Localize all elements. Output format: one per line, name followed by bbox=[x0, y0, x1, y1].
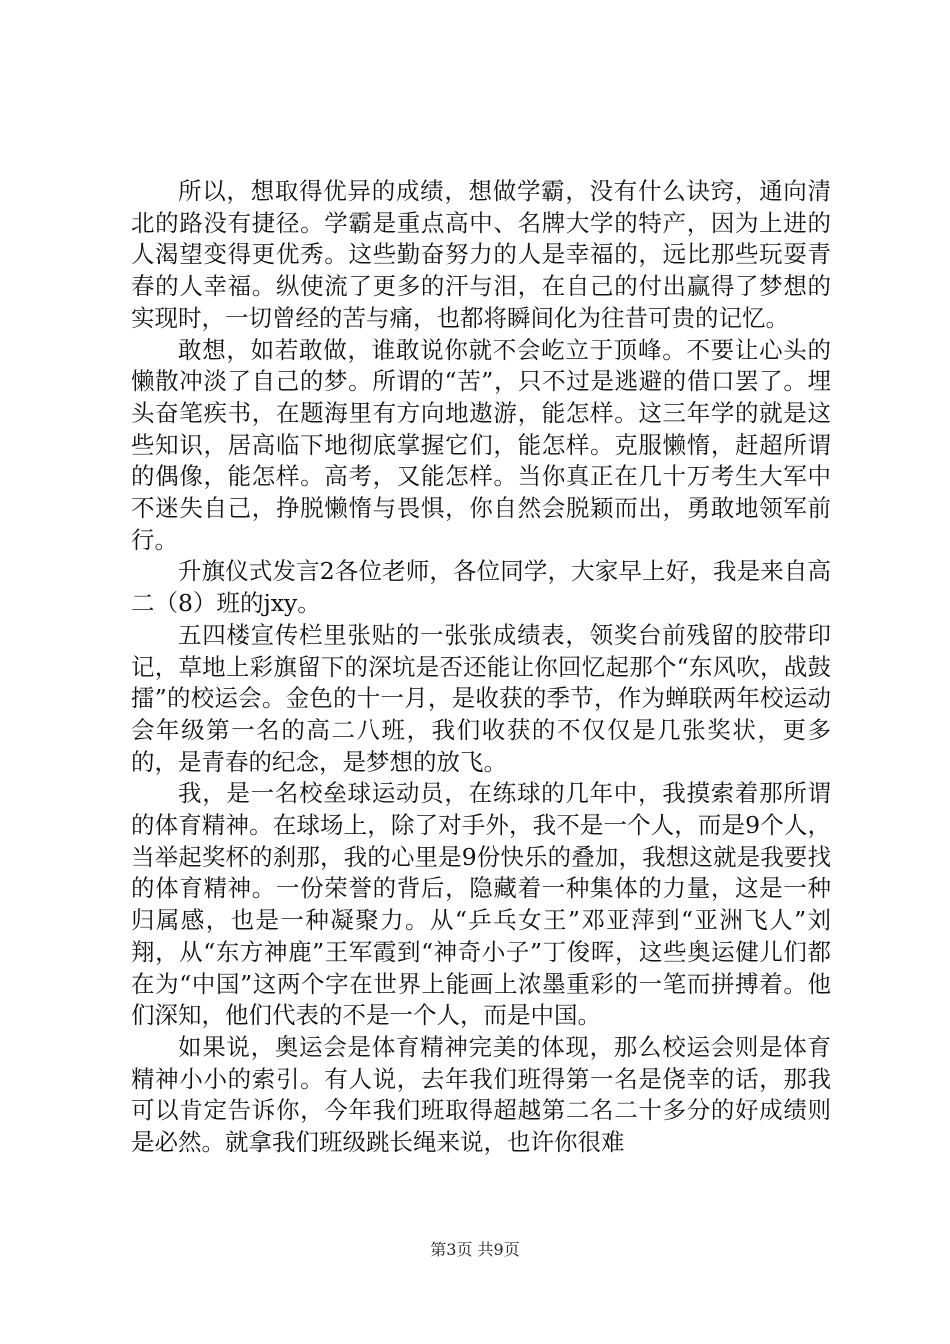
paragraph-6: 如果说，奥运会是体育精神完美的体现，那么校运会则是体育精神小小的索引。有人说，去年我们班得第一名是侥幸的话，那我可以肯定告诉你，今年我们班取得超越第二名二十多分的好成绩则是必然。就拿我们班级跳长绳来说，也许你很难 bbox=[131, 1032, 831, 1157]
page-number-footer: 第3页 共9页 bbox=[430, 1240, 520, 1259]
document-body bbox=[131, 176, 831, 1159]
paragraph-2: 敢想，如若敢做，谁敢说你就不会屹立于顶峰。不要让心头的懒散冲淡了自己的梦。所谓的“苦”，只不过是逃避的借口罢了。埋头奋笔疾书，在题海里有方向地遨游，能怎样。这三年学的就是这些知识，居高临下地彻底掌握它们，能怎样。克服懒惰，赶超所谓的偶像，能怎样。高考，又能怎样。当你真正在几十万考生大军中不迷失自己，挣脱懒惰与畏惧，你自然会脱颖而出，勇敢地领军前行。 bbox=[131, 335, 831, 554]
paragraph-1: 所以，想取得优异的成绩，想做学霸，没有什么诀窍，通向清北的路没有捷径。学霸是重点高中、名牌大学的特产，因为上进的人渴望变得更优秀。这些勤奋努力的人是幸福的，远比那些玩耍青春的人幸福。纵使流了更多的汗与泪，在自己的付出赢得了梦想的实现时，一切曾经的苦与痛，也都将瞬间化为往昔可贵的记忆。 bbox=[131, 177, 831, 332]
paragraph-4: 五四楼宣传栏里张贴的一张张成绩表，领奖台前残留的胶带印记，草地上彩旗留下的深坑是否还能让你回忆起那个“东风吹，战鼓擂”的校运会。金色的十一月，是收获的季节，作为蝉联两年校运动会年级第一名的高二八班，我们收获的不仅仅是几张奖状，更多的，是青春的纪念，是梦想的放飞。 bbox=[131, 620, 831, 776]
paragraph-5: 我，是一名校垒球运动员，在练球的几年中，我摸索着那所谓的体育精神。在球场上，除了对手外，我不是一个人，而是9个人，当举起奖杯的刹那，我的心里是9份快乐的叠加，我想这就是我要找的体育精神。一份荣誉的背后，隐藏着一种集体的力量，这是一种归属感，也是一种凝聚力。从“乒乓女王”邓亚萍到“亚洲飞人”刘翔，从“东方神鹿”王军霞到“神奇小子”丁俊晖，这些奥运健儿们都在为“中国”这两个字在世界上能画上浓墨重彩的一笔而拼搏着。他们深知，他们代表的不是一个人，而是中国。 bbox=[131, 779, 831, 1030]
paragraph-3: 升旗仪式发言2各位老师，各位同学，大家早上好，我是来自高二（8）班的jxy。 bbox=[131, 557, 831, 618]
